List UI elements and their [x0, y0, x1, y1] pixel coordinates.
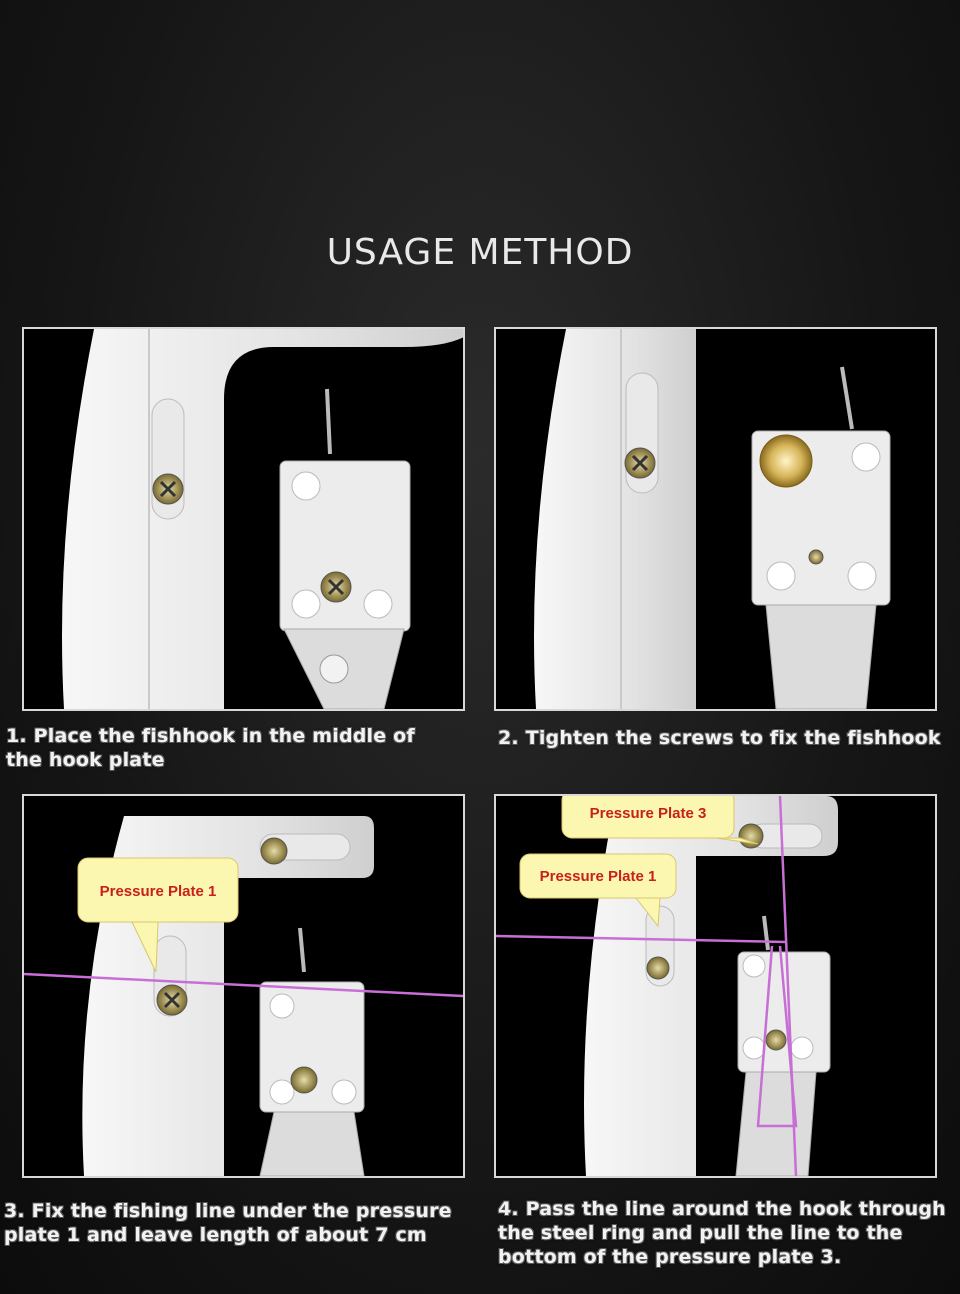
step-4-caption: 4. Pass the line around the hook through the steel ring and pull the line to the bottom of the pressure plate 3. [498, 1198, 946, 1268]
svg-text:Pressure Plate 3: Pressure Plate 3 [589, 805, 707, 822]
page-title: USAGE METHOD [326, 232, 634, 273]
callout-pressure-plate-3 [562, 796, 758, 844]
step-3-caption: 3. Fix the fishing line under the pressure plate 1 and leave length of about 7 cm [4, 1200, 452, 1246]
step-4-image [494, 794, 937, 1178]
step-1-caption: 1. Place the fishhook in the middle of the hook plate [6, 725, 415, 771]
knob-icon [760, 435, 812, 487]
svg-text:Pressure Plate 1: Pressure Plate 1 [99, 883, 217, 900]
svg-text:Pressure Plate 1: Pressure Plate 1 [539, 868, 657, 885]
step-2-image [494, 327, 937, 711]
step-3-image [22, 794, 465, 1178]
step-1-image [22, 327, 465, 711]
step-2-caption: 2. Tighten the screws to fix the fishhook [498, 727, 941, 749]
